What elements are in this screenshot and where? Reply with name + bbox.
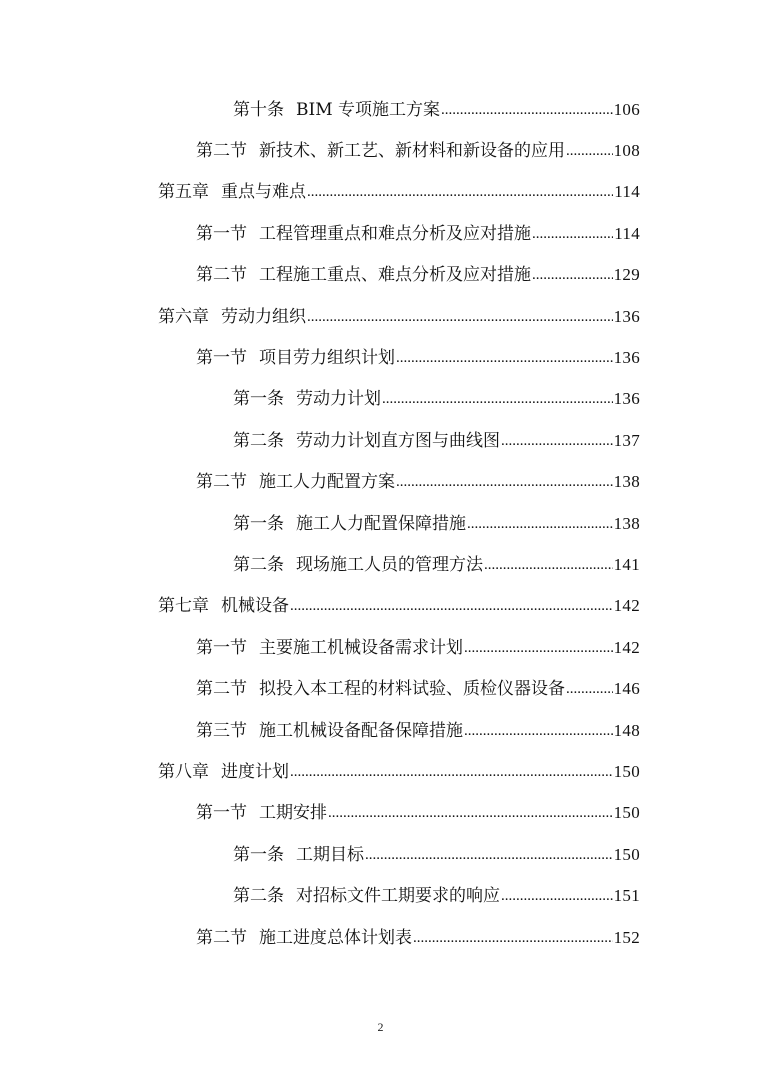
toc-entry-number: 第一条 xyxy=(233,389,284,410)
toc-entry[interactable] xyxy=(0,379,761,420)
toc-entry-page: 136 xyxy=(613,389,640,409)
toc-entry-page: 146 xyxy=(613,679,640,699)
toc-dot-leader xyxy=(396,477,613,491)
toc-entry-number: 第二节 xyxy=(196,141,247,162)
toc-entry-title: 施工进度总体计划表 xyxy=(259,927,412,948)
toc-entry-page: 151 xyxy=(613,886,640,906)
toc-entry-number: 第一条 xyxy=(233,844,284,865)
toc-entry[interactable] xyxy=(0,503,761,544)
toc-entry-number: 第二节 xyxy=(196,265,247,286)
toc-entry-title: 对招标文件工期要求的响应 xyxy=(296,886,500,907)
toc-entry[interactable] xyxy=(0,875,761,916)
toc-dot-leader xyxy=(484,560,613,574)
toc-entry-number: 第六章 xyxy=(158,306,209,327)
toc-dot-leader xyxy=(290,601,613,615)
toc-entry[interactable] xyxy=(0,462,761,503)
toc-entry-number: 第一节 xyxy=(196,803,247,824)
toc-entry[interactable] xyxy=(0,586,761,627)
toc-dot-leader xyxy=(467,519,613,533)
toc-entry-page: 114 xyxy=(614,182,640,202)
toc-dot-leader xyxy=(464,726,613,740)
toc-dot-leader xyxy=(532,229,613,243)
page-number: 2 xyxy=(377,1020,384,1034)
toc-entry[interactable] xyxy=(0,420,761,461)
toc-entry-title: BIM 专项施工方案 xyxy=(296,99,441,120)
toc-entry-title: 施工人力配置保障措施 xyxy=(296,513,466,534)
toc-entry-page: 129 xyxy=(613,265,640,285)
toc-entry-title: 主要施工机械设备需求计划 xyxy=(259,637,463,658)
toc-entry-page: 150 xyxy=(613,844,640,864)
toc-entry-title: 新技术、新工艺、新材料和新设备的应用 xyxy=(259,141,565,162)
toc-entry-number: 第七章 xyxy=(158,596,209,617)
toc-entry-number: 第一节 xyxy=(196,348,247,369)
toc-entry[interactable] xyxy=(0,130,761,171)
toc-entry-page: 150 xyxy=(613,761,640,781)
toc-entry-number: 第二节 xyxy=(196,472,247,493)
toc-entry-number: 第二节 xyxy=(196,679,247,700)
toc-entry-title: 劳动力组织 xyxy=(221,306,306,327)
toc-entry-page: 138 xyxy=(613,513,640,533)
toc-entry[interactable] xyxy=(0,255,761,296)
toc-dot-leader xyxy=(501,436,613,450)
table-of-contents xyxy=(0,89,761,958)
toc-dot-leader xyxy=(365,850,613,864)
toc-entry-title: 施工人力配置方案 xyxy=(259,472,395,493)
toc-dot-leader xyxy=(307,312,613,326)
toc-entry-title: 施工机械设备配备保障措施 xyxy=(259,720,463,741)
toc-entry-page: 142 xyxy=(613,637,640,657)
toc-entry[interactable] xyxy=(0,834,761,875)
toc-entry[interactable] xyxy=(0,751,761,792)
toc-entry-page: 106 xyxy=(613,99,640,119)
toc-entry-page: 148 xyxy=(613,720,640,740)
toc-entry-title: 现场施工人员的管理方法 xyxy=(296,554,483,575)
toc-entry-title: 项目劳力组织计划 xyxy=(259,348,395,369)
toc-entry-title: 进度计划 xyxy=(221,761,289,782)
toc-dot-leader xyxy=(501,891,613,905)
toc-dot-leader xyxy=(441,105,613,119)
toc-entry-page: 150 xyxy=(613,803,640,823)
toc-dot-leader xyxy=(532,270,613,284)
toc-entry-page: 114 xyxy=(614,223,640,243)
toc-entry-title: 拟投入本工程的材料试验、质检仪器设备 xyxy=(259,679,565,700)
toc-dot-leader xyxy=(382,394,613,408)
toc-entry[interactable] xyxy=(0,793,761,834)
toc-dot-leader xyxy=(464,643,613,657)
toc-entry[interactable] xyxy=(0,668,761,709)
toc-entry-title: 工期目标 xyxy=(296,844,364,865)
toc-entry-number: 第二条 xyxy=(233,430,284,451)
toc-entry-number: 第二节 xyxy=(196,927,247,948)
toc-entry-number: 第二条 xyxy=(233,886,284,907)
toc-entry[interactable] xyxy=(0,544,761,585)
toc-entry-number: 第一条 xyxy=(233,513,284,534)
toc-entry[interactable] xyxy=(0,172,761,213)
toc-entry[interactable] xyxy=(0,710,761,751)
toc-entry-number: 第一节 xyxy=(196,637,247,658)
toc-entry-title: 重点与难点 xyxy=(221,182,306,203)
toc-entry[interactable] xyxy=(0,917,761,958)
toc-entry-page: 136 xyxy=(613,348,640,368)
toc-entry-page: 137 xyxy=(613,430,640,450)
toc-entry-title: 工程管理重点和难点分析及应对措施 xyxy=(259,223,531,244)
toc-entry-number: 第二条 xyxy=(233,554,284,575)
toc-entry-number: 第十条 xyxy=(233,99,284,120)
toc-entry-title: 工程施工重点、难点分析及应对措施 xyxy=(259,265,531,286)
toc-dot-leader xyxy=(290,767,613,781)
toc-entry-page: 108 xyxy=(613,141,640,161)
toc-dot-leader xyxy=(396,353,613,367)
toc-dot-leader xyxy=(307,187,613,201)
toc-dot-leader xyxy=(413,933,613,947)
toc-entry-number: 第三节 xyxy=(196,720,247,741)
toc-entry[interactable] xyxy=(0,89,761,130)
toc-entry-page: 138 xyxy=(613,472,640,492)
toc-entry[interactable] xyxy=(0,213,761,254)
toc-entry-number: 第一节 xyxy=(196,223,247,244)
toc-entry-page: 141 xyxy=(613,554,640,574)
toc-entry[interactable] xyxy=(0,337,761,378)
toc-entry-title: 机械设备 xyxy=(221,596,289,617)
toc-entry-number: 第五章 xyxy=(158,182,209,203)
toc-entry-number: 第八章 xyxy=(158,761,209,782)
toc-entry-page: 136 xyxy=(613,306,640,326)
toc-entry-title: 工期安排 xyxy=(259,803,327,824)
toc-entry[interactable] xyxy=(0,627,761,668)
toc-entry-title: 劳动力计划直方图与曲线图 xyxy=(296,430,500,451)
toc-entry-page: 142 xyxy=(613,596,640,616)
toc-entry[interactable] xyxy=(0,296,761,337)
toc-entry-title: 劳动力计划 xyxy=(296,389,381,410)
toc-dot-leader xyxy=(566,146,613,160)
toc-entry-page: 152 xyxy=(613,927,640,947)
toc-dot-leader xyxy=(328,808,613,822)
toc-dot-leader xyxy=(566,684,613,698)
